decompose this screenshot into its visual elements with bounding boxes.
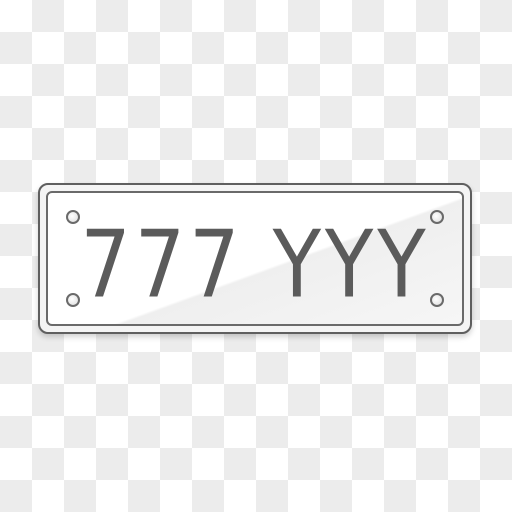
plate-number: 777 YYY <box>80 210 430 319</box>
plate-face <box>46 191 464 326</box>
license-plate <box>38 183 472 334</box>
